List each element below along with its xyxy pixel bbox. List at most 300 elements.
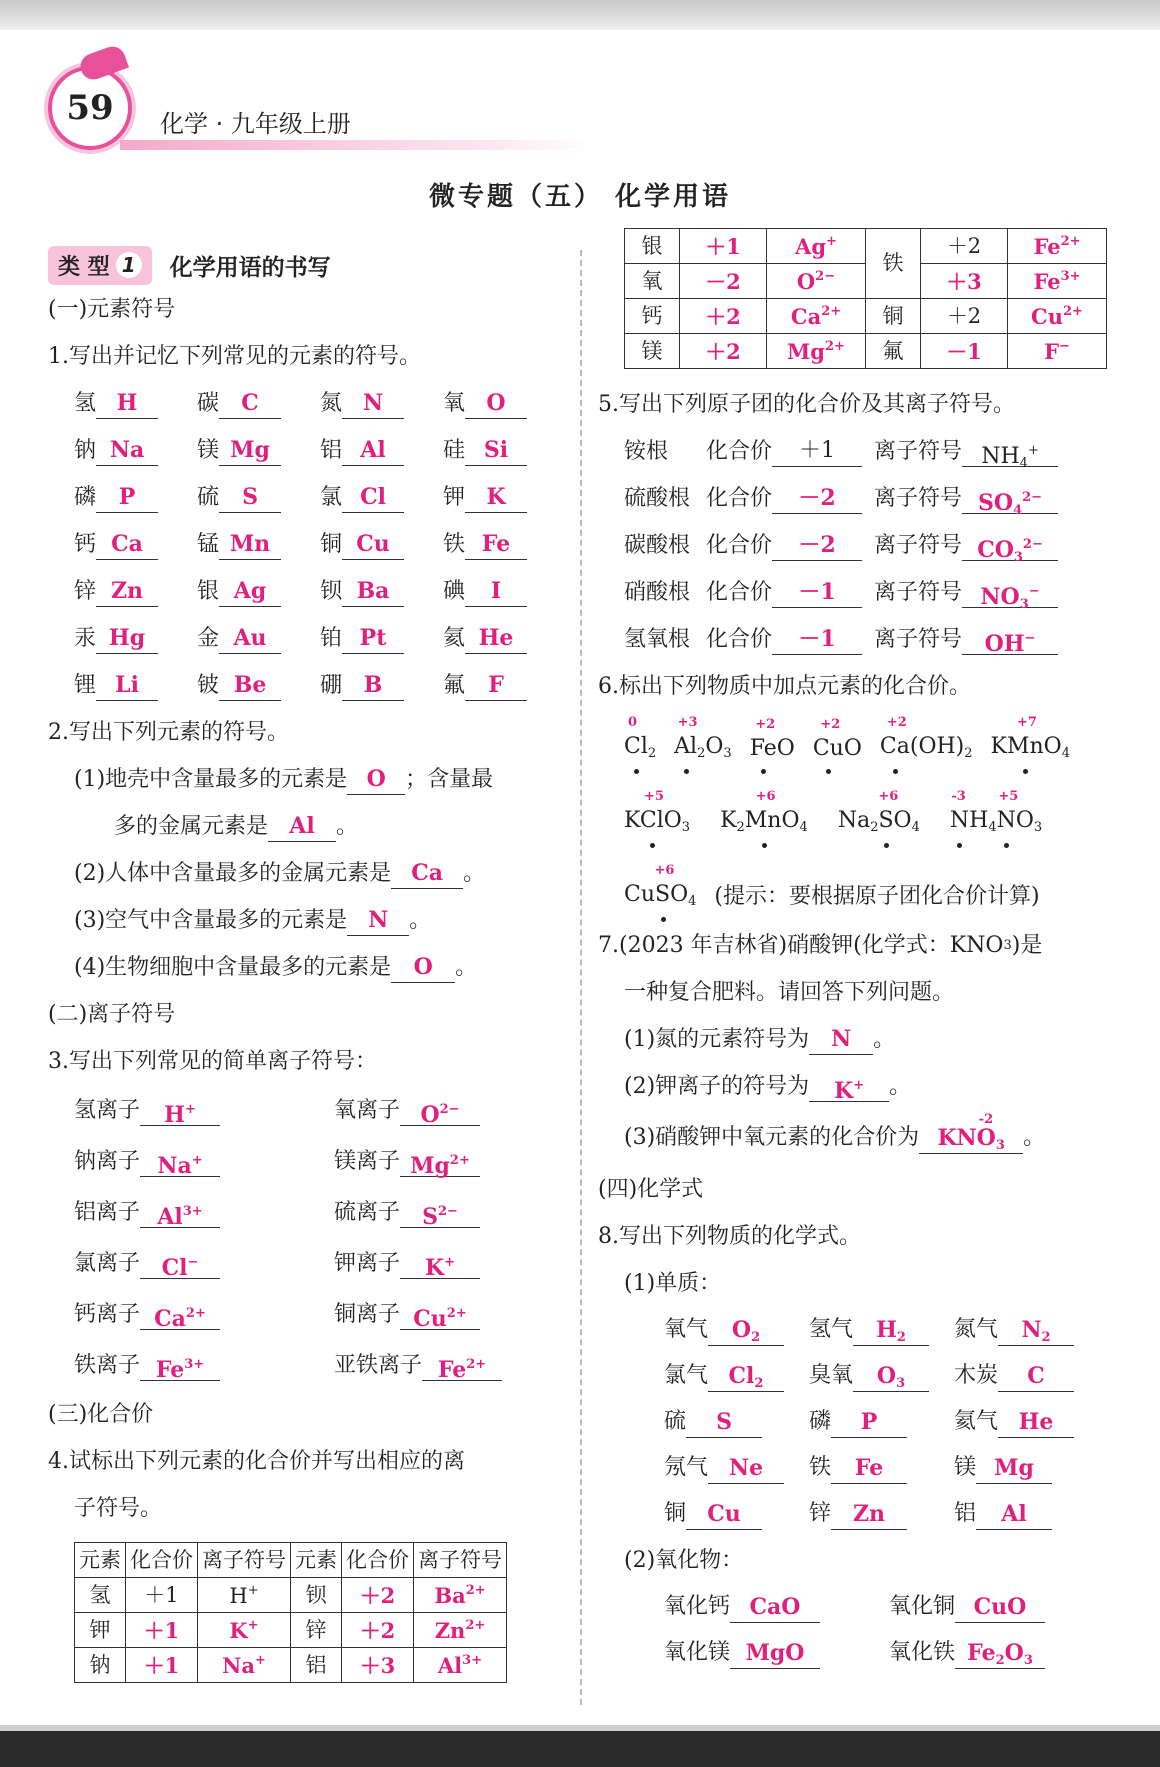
- charge: 3+: [182, 1204, 203, 1219]
- charge: 2−: [1022, 490, 1043, 505]
- answer-charge: +: [853, 1078, 865, 1093]
- charge: 2−: [1022, 537, 1043, 552]
- table-header-row: [75, 1543, 507, 1578]
- formula-part: O: [781, 808, 800, 833]
- symbol: Fe: [1033, 234, 1061, 259]
- answer-blank: [422, 1350, 502, 1381]
- element-item: [197, 427, 320, 474]
- element-item: [74, 380, 197, 427]
- valence-mark: +6: [654, 863, 675, 878]
- q7-2-text: (2)钾离子的符号为: [624, 1073, 810, 1099]
- answer-blank: Fe: [465, 529, 527, 560]
- formula-part: O: [663, 808, 682, 833]
- answer-blank: [962, 624, 1058, 655]
- formula-part: K: [990, 734, 1007, 759]
- table-cell: ＋1: [126, 1648, 198, 1683]
- answer-blank: [400, 1146, 480, 1177]
- table-cell: 氟: [866, 334, 921, 369]
- table-cell: 氧: [625, 264, 680, 299]
- ion-grid: [48, 1085, 566, 1391]
- answer-blank: [708, 1315, 784, 1346]
- question-8-1: (1)单质：: [624, 1270, 722, 1296]
- radical-name: 氢氧根: [624, 626, 691, 652]
- formula: [879, 715, 973, 761]
- q2-3-end: 。: [409, 907, 432, 933]
- substance-item: [809, 1307, 954, 1353]
- subscript: 2: [736, 820, 745, 835]
- table-cell: [767, 264, 866, 299]
- answer-blank: [976, 1453, 1052, 1484]
- answer-blank: I: [465, 576, 527, 607]
- formula-part: (OH): [909, 734, 965, 759]
- type-title: 化学用语的书写: [169, 254, 331, 281]
- substance-item: [809, 1445, 954, 1491]
- q2-1-text-c: 多的金属元素是: [114, 813, 269, 839]
- emphasis-dot: [893, 769, 898, 774]
- element-name: 氟: [443, 672, 466, 698]
- answer-blank: [140, 1248, 220, 1279]
- column-divider: [580, 250, 582, 1705]
- formula-part: S: [878, 808, 894, 833]
- element-name: 钠: [74, 437, 97, 463]
- table-row: [625, 229, 1107, 264]
- table-cell: [1008, 334, 1107, 369]
- symbol: S: [422, 1204, 438, 1230]
- q7-text-end: )是: [1011, 932, 1043, 958]
- substance-name: 氖气: [664, 1455, 709, 1480]
- answer-blank: CaO: [730, 1592, 820, 1623]
- valence-table-2: [624, 228, 1107, 369]
- formula: [949, 789, 1043, 835]
- answer-blank: P: [96, 482, 158, 513]
- table-header-cell: 离子符号: [198, 1543, 291, 1578]
- substance-name: 铝: [954, 1501, 977, 1526]
- charge: 2+: [1063, 304, 1083, 319]
- table-cell: [198, 1648, 291, 1683]
- table-cell: ＋1: [680, 229, 767, 264]
- element-item: [197, 662, 320, 709]
- subscript: 3: [1003, 938, 1012, 953]
- answer-blank: [708, 1453, 784, 1484]
- table-cell: 钡: [291, 1578, 342, 1613]
- answer-blank: N: [347, 905, 409, 936]
- header-line: [120, 140, 590, 150]
- charge: +: [191, 1153, 203, 1168]
- formula-part: Al: [674, 734, 698, 759]
- book-title: 化学 · 九年级上册: [160, 110, 351, 138]
- element-grid: [48, 380, 566, 709]
- answer-blank: Na: [96, 435, 158, 466]
- answer-blank: [140, 1146, 220, 1177]
- answer-blank: Be: [219, 670, 281, 701]
- ion-label: 离子符号: [874, 579, 963, 605]
- ion-item: [74, 1340, 334, 1391]
- table-cell: 铝: [291, 1648, 342, 1683]
- substance-name: 氯气: [664, 1363, 709, 1388]
- element-name: 镁: [197, 437, 220, 463]
- emphasis-dot: [634, 769, 639, 774]
- answer-blank: Ca: [391, 858, 463, 889]
- right-column: [598, 233, 1118, 1676]
- subscript: 3: [723, 746, 732, 761]
- answer-blank: [998, 1361, 1074, 1392]
- subscript: 4: [1013, 503, 1023, 518]
- substance-name: 氢气: [809, 1317, 854, 1342]
- valence-table-1: [74, 1542, 507, 1683]
- symbol: S: [716, 1408, 732, 1435]
- q2-4-end: 。: [455, 954, 478, 980]
- element-name: 磷: [74, 484, 97, 510]
- formula-part: Mn: [1006, 734, 1044, 759]
- ion-label: 离子符号: [874, 532, 963, 558]
- element-item: [74, 521, 197, 568]
- table-header-cell: 化合价: [126, 1543, 198, 1578]
- element-name: 碳: [197, 390, 220, 416]
- element-item: [197, 380, 320, 427]
- symbol: K: [229, 1618, 248, 1643]
- radical-row: [598, 475, 1118, 522]
- valence-mark: -2: [978, 1111, 994, 1127]
- symbol: SO: [978, 490, 1014, 516]
- symbol: NO: [980, 584, 1020, 610]
- table-cell: [1008, 299, 1107, 334]
- symbol: Ag: [795, 234, 827, 259]
- answer-blank: Pt: [342, 623, 404, 654]
- oxide-item: [664, 1584, 889, 1630]
- element-item: [197, 615, 320, 662]
- ion-item: [74, 1085, 334, 1136]
- substance-name: 氮气: [954, 1317, 999, 1342]
- valence-mark: +2: [886, 715, 907, 730]
- charge: 2+: [465, 1618, 486, 1633]
- element-name: 铁: [443, 531, 466, 557]
- element-name: 铝: [320, 437, 343, 463]
- element-item: [443, 427, 566, 474]
- symbol: Zn: [852, 1500, 886, 1527]
- element-item: [197, 474, 320, 521]
- symbol: Fe: [1033, 269, 1061, 294]
- element-name: 钙: [74, 531, 97, 557]
- substance-item: [809, 1491, 954, 1537]
- substance-item: [954, 1445, 1114, 1491]
- table-cell: ＋1: [126, 1613, 198, 1648]
- answer-blank: ＋1: [772, 436, 862, 467]
- element-item: [320, 521, 443, 568]
- ion-name: 氯离子: [74, 1250, 141, 1276]
- formula-part: K: [720, 808, 737, 833]
- q2-2-text: (2)人体中含量最多的金属元素是: [74, 860, 392, 886]
- charge: 2+: [446, 1306, 467, 1321]
- valence-label: 化合价: [706, 438, 773, 464]
- formula-part: O: [776, 736, 795, 761]
- element-item: [74, 427, 197, 474]
- symbol: F: [1044, 339, 1059, 364]
- answer-blank: [708, 1361, 784, 1392]
- ion-name: 氧离子: [334, 1097, 401, 1123]
- answer-blank: [686, 1499, 762, 1530]
- q2-1-text-b: ；含量最: [405, 766, 494, 792]
- substance-name: 臭氧: [809, 1363, 854, 1388]
- symbol: Mg: [410, 1153, 450, 1179]
- formula-part: Fe: [749, 736, 777, 761]
- section-heading: (三)化合价: [48, 1401, 154, 1427]
- valence-mark: 0: [628, 715, 638, 730]
- radical-row: [598, 428, 1118, 475]
- answer-blank: O: [347, 764, 405, 795]
- table-cell: 锌: [291, 1613, 342, 1648]
- symbol: Fe: [854, 1454, 884, 1481]
- emphasis-dot: [650, 843, 655, 848]
- formula: [674, 715, 732, 761]
- formula-part: O: [843, 736, 862, 761]
- element-item: [197, 521, 320, 568]
- element-name: 铂: [320, 625, 343, 651]
- element-name: 金: [197, 625, 220, 651]
- element-name: 氮: [320, 390, 343, 416]
- answer-blank: CuO: [955, 1592, 1045, 1623]
- table-cell: －2: [680, 264, 767, 299]
- radical-row: [598, 569, 1118, 616]
- answer-blank: Li: [96, 670, 158, 701]
- table-cell: 铁: [866, 229, 921, 299]
- question-7: [598, 922, 1118, 969]
- answer-blank: $Fe_2O_3$: [955, 1638, 1045, 1669]
- answer-blank: [962, 436, 1058, 471]
- charge: +: [247, 1618, 259, 1633]
- hint-text: (提示：要根据原子团化合价计算): [714, 884, 1040, 909]
- type-badge: [48, 246, 152, 285]
- q7-text: 7.(2023 年吉林省)硝酸钾(化学式：KNO: [598, 932, 1004, 958]
- valence-label: 化合价: [706, 485, 773, 511]
- symbol: Mg: [787, 339, 825, 364]
- charge: +: [254, 1653, 266, 1668]
- ion-item: [334, 1187, 574, 1238]
- answer-part: KN: [937, 1124, 977, 1151]
- element-item: [197, 568, 320, 615]
- answer-blank: [853, 1361, 929, 1392]
- formula: [990, 715, 1070, 761]
- table-cell: ＋2: [921, 299, 1008, 334]
- question-2-1: [48, 756, 566, 803]
- answer-blank: －1: [772, 577, 862, 608]
- answer-symbol: K: [834, 1078, 854, 1104]
- table-cell: [1008, 229, 1107, 264]
- answer-blank: Ag: [219, 576, 281, 607]
- subscript: 2: [754, 1375, 764, 1391]
- oxide-name: 氧化钙: [664, 1594, 731, 1619]
- substance-item: [809, 1353, 954, 1399]
- answer-blank: F: [465, 670, 527, 701]
- question-6: 6.标出下列物质中加点元素的化合价。: [598, 673, 971, 699]
- subscript: 4: [911, 820, 920, 835]
- valence-label: 化合价: [706, 579, 773, 605]
- symbol: O: [876, 1362, 897, 1389]
- substance-name: 氦气: [954, 1409, 999, 1434]
- element-item: [320, 474, 443, 521]
- table-cell: ＋3: [342, 1648, 414, 1683]
- subscript: 3: [1033, 820, 1043, 835]
- symbol: Cl: [161, 1255, 188, 1281]
- question-3: 3.写出下列常见的简单离子符号：: [48, 1048, 377, 1074]
- q2-1-text-d: 。: [336, 813, 359, 839]
- element-item: [443, 380, 566, 427]
- substance-name: 氧气: [664, 1317, 709, 1342]
- symbol: Cu: [1031, 304, 1064, 329]
- radical-name: 硫酸根: [624, 485, 691, 511]
- ion-item: [334, 1085, 574, 1136]
- bottom-bar: [0, 1725, 1160, 1767]
- element-name: 铍: [197, 672, 220, 698]
- table-row: [625, 299, 1107, 334]
- charge: 3+: [1060, 269, 1081, 284]
- symbol: Ca: [154, 1306, 186, 1332]
- answer-blank: －2: [772, 483, 862, 514]
- oxide-grid: [598, 1584, 1118, 1676]
- formula-part: Cu: [624, 882, 656, 907]
- valence-mark: +2: [755, 717, 776, 732]
- valence-mark: +7: [1017, 715, 1037, 730]
- formula-part: Cu: [812, 736, 844, 761]
- substance-item: [809, 1399, 954, 1445]
- formula-part: N: [949, 808, 970, 833]
- element-item: [74, 662, 197, 709]
- formula: [624, 789, 691, 835]
- ion-name: 钾离子: [334, 1250, 401, 1276]
- substance-name: 木炭: [954, 1363, 999, 1388]
- formula-part: O: [893, 808, 912, 833]
- answer-blank: [686, 1407, 762, 1438]
- page-number: 59: [66, 88, 114, 128]
- emphasis-dot: [661, 917, 666, 922]
- formula-part: N: [996, 808, 1016, 833]
- formula-part: Na: [837, 808, 871, 833]
- page-title: 微专题（五） 化学用语: [428, 182, 732, 212]
- ion-name: 铝离子: [74, 1199, 141, 1225]
- substance-name: 锌: [809, 1501, 832, 1526]
- substance-item: [664, 1353, 809, 1399]
- element-name: 氢: [74, 390, 97, 416]
- charge: 2+: [824, 339, 845, 354]
- table-row: [75, 1648, 507, 1683]
- charge: 2+: [465, 1583, 486, 1598]
- charge: 2+: [185, 1306, 206, 1321]
- table-cell: －1: [921, 334, 1008, 369]
- symbol: K: [425, 1255, 445, 1281]
- formula-part: Ca: [879, 734, 910, 759]
- formula: [837, 789, 920, 835]
- symbol: O: [420, 1102, 440, 1128]
- emphasis-dot: [1023, 769, 1028, 774]
- formula-part: S: [655, 882, 671, 907]
- valence-label: 化合价: [706, 626, 773, 652]
- q7-1-end: 。: [873, 1026, 896, 1052]
- table-row: [75, 1613, 507, 1648]
- charge: 3+: [462, 1653, 483, 1668]
- radical-row: [598, 616, 1118, 663]
- table-header-cell: 元素: [75, 1543, 126, 1578]
- answer-blank: Zn: [96, 576, 158, 607]
- q7-3-end: 。: [1023, 1125, 1046, 1150]
- answer-blank: [140, 1197, 220, 1228]
- symbol: Ne: [728, 1454, 764, 1481]
- charge: 2+: [821, 304, 842, 319]
- answer-blank: [831, 1499, 907, 1530]
- table-cell: 镁: [625, 334, 680, 369]
- charge: 2+: [449, 1153, 470, 1168]
- ion-name: 镁离子: [334, 1148, 401, 1174]
- table-cell: [198, 1578, 291, 1613]
- symbol: Fe: [437, 1357, 467, 1383]
- valence-mark: +6: [755, 789, 776, 804]
- valence-line-1: [598, 710, 1118, 774]
- q2-2-end: 。: [463, 860, 486, 886]
- symbol: He: [1018, 1408, 1054, 1435]
- element-item: [320, 662, 443, 709]
- answer-blank: Si: [465, 435, 527, 466]
- valence-mark: +2: [820, 717, 841, 732]
- formula: [812, 717, 862, 761]
- charge: 2−: [815, 269, 836, 284]
- question-2-1-cont: [48, 803, 566, 850]
- table-cell: [198, 1613, 291, 1648]
- element-item: [74, 568, 197, 615]
- symbol: O: [731, 1316, 752, 1343]
- substance-item: [664, 1445, 809, 1491]
- table-row: [625, 334, 1107, 369]
- q2-3-text: (3)空气中含量最多的元素是: [74, 907, 348, 933]
- substance-name: 铁: [809, 1455, 832, 1480]
- table-cell: ＋1: [126, 1578, 198, 1613]
- answer-blank: [400, 1248, 480, 1279]
- answer-blank: Cu: [342, 529, 404, 560]
- element-name: 碘: [443, 578, 466, 604]
- section-heading: (二)离子符号: [48, 1001, 176, 1027]
- answer-blank: [962, 483, 1058, 518]
- question-1: 1.写出并记忆下列常见的元素的符号。: [48, 343, 421, 369]
- substance-name: 铜: [664, 1501, 687, 1526]
- charge: 2−: [437, 1204, 458, 1219]
- formula: [624, 863, 697, 909]
- symbol: Al: [157, 1204, 183, 1230]
- formula-part: H: [969, 808, 989, 833]
- charge: −: [1024, 631, 1036, 646]
- symbol: O: [796, 269, 816, 294]
- charge: 3+: [184, 1357, 205, 1372]
- left-column: [48, 244, 566, 1683]
- type-label: 类 型: [58, 254, 110, 280]
- answer-part: O: [976, 1124, 996, 1151]
- subscript: 2: [896, 1329, 906, 1345]
- table-header-cell: 元素: [291, 1543, 342, 1578]
- table-cell: ＋2: [342, 1578, 414, 1613]
- element-item: [74, 615, 197, 662]
- ion-item: [74, 1136, 334, 1187]
- answer-blank: [853, 1315, 929, 1346]
- substance-item: [954, 1491, 1114, 1537]
- oxide-name: 氧化铁: [889, 1640, 956, 1665]
- symbol: Ca: [790, 304, 822, 329]
- answer-blank: Mg: [219, 435, 281, 466]
- table-cell: ＋3: [921, 264, 1008, 299]
- valence-mark: +6: [878, 789, 899, 804]
- symbol: OH: [984, 631, 1025, 657]
- table-cell: 铜: [866, 299, 921, 334]
- symbol: Fe: [155, 1357, 185, 1383]
- substance-name: 磷: [809, 1409, 832, 1434]
- element-item: [320, 427, 443, 474]
- ion-name: 氢离子: [74, 1097, 141, 1123]
- answer-blank: [976, 1499, 1052, 1530]
